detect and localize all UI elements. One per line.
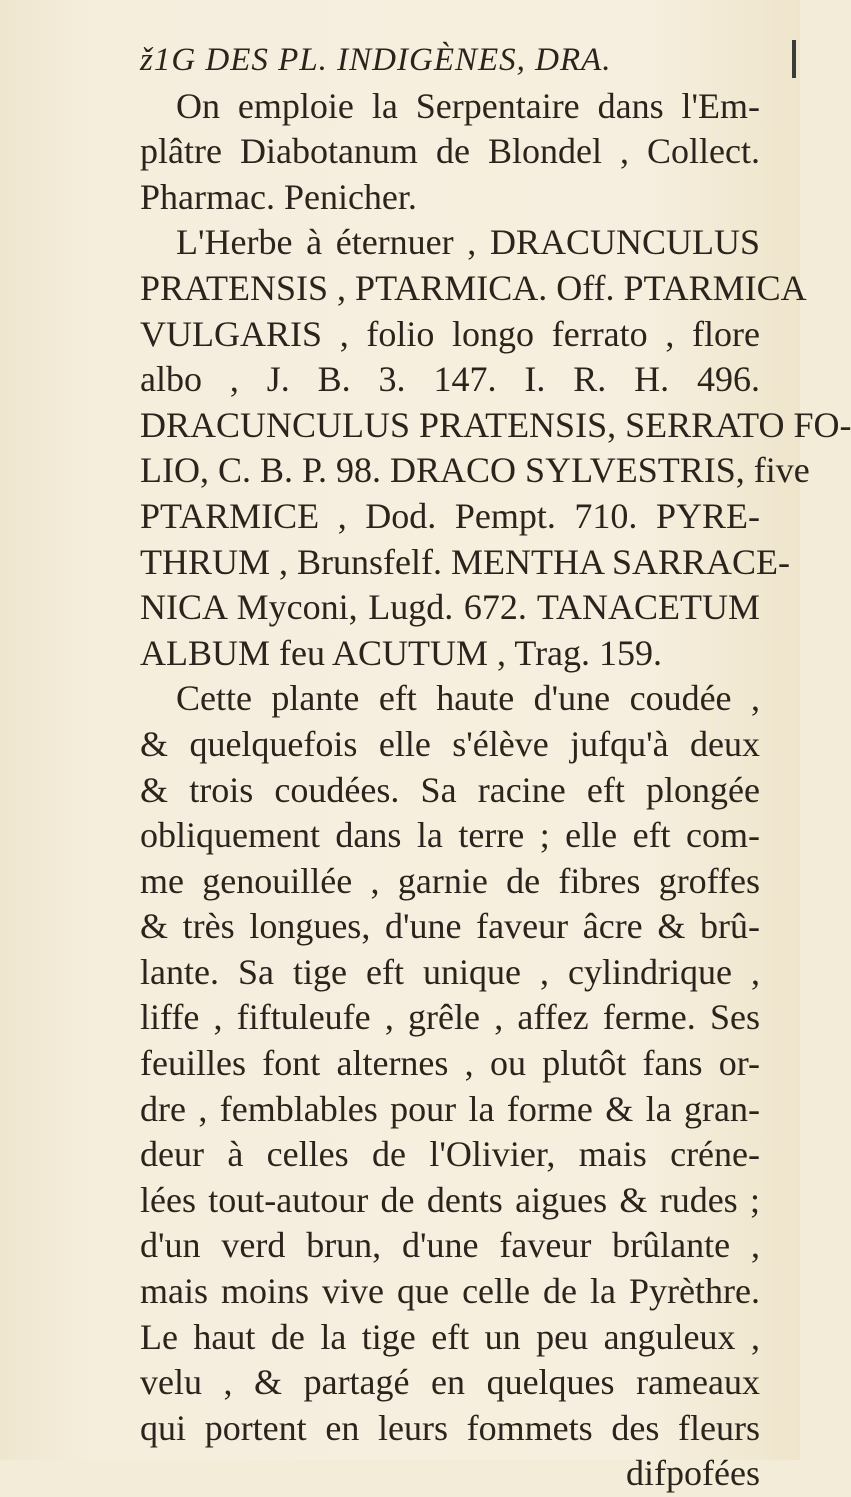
text-line: albo , J. B. 3. 147. I. R. H. 496. (140, 359, 760, 400)
text-line: Cette plante eft haute d'une coudée , (176, 678, 760, 719)
text-line: lante. Sa tige eft unique , cylindrique , (140, 951, 760, 992)
text-line: me genouillée , garnie de fibres groffes (140, 860, 760, 901)
text-line: PRATENSIS , PTARMICA. Off. PTARMICA (140, 267, 807, 308)
text-line: NICA Myconi, Lugd. 672. TANACETUM (140, 587, 760, 628)
text-line: velu , & partagé en quelques rameaux (140, 1362, 760, 1403)
catchword: difpofées (626, 1453, 760, 1494)
text-line: L'Herbe à éternuer , DRACUNCULUS (176, 222, 760, 263)
text-line: d'un verd brun, d'une faveur brûlante , (140, 1225, 760, 1266)
text-line: mais moins vive que celle de la Pyrèthre. (140, 1271, 760, 1312)
text-line: DRACUNCULUS PRATENSIS, SERRATO FO- (140, 404, 851, 445)
text-line: ALBUM feu ACUTUM , Trag. 159. (140, 632, 663, 673)
text-block (140, 38, 851, 1497)
text-line: VULGARIS , folio longo ferrato , flore (140, 313, 760, 354)
page-edge-mark (792, 40, 796, 78)
text-line: feuilles font alternes , ou plutôt fans or- (140, 1043, 760, 1084)
running-header: ž1G DES PL. INDIGÈNES, DRA. (140, 42, 612, 78)
text-line: & trois coudées. Sa racine eft plongée (140, 769, 760, 810)
text-line: & quelquefois elle s'élève jufqu'à deux (140, 723, 760, 764)
text-line: plâtre Diabotanum de Blondel , Collect. (140, 131, 760, 172)
text-line: dre , femblables pour la forme & la gran- (140, 1088, 760, 1129)
text-line: PTARMICE , Dod. Pempt. 710. PYRE- (140, 495, 760, 536)
text-line: LIO, C. B. P. 98. DRACO SYLVESTRIS, five (140, 450, 810, 491)
text-line: liffe , fiftuleufe , grêle , affez ferme. Ses (140, 997, 760, 1038)
text-line: THRUM , Brunsfelf. MENTHA SARRACE- (140, 541, 791, 582)
text-line: Pharmac. Penicher. (140, 176, 417, 217)
text-line: On emploie la Serpentaire dans l'Em- (176, 85, 760, 126)
text-line: qui portent en leurs fommets des fleurs (140, 1407, 760, 1448)
text-line: & très longues, d'une faveur âcre & brû- (140, 906, 760, 947)
text-line: Le haut de la tige eft un peu anguleux , (140, 1316, 760, 1357)
text-line: deur à celles de l'Olivier, mais créne- (140, 1134, 760, 1175)
text-line: obliquement dans la terre ; elle eft com- (140, 815, 760, 856)
text-line: lées tout-autour de dents aigues & rudes ; (140, 1179, 760, 1220)
